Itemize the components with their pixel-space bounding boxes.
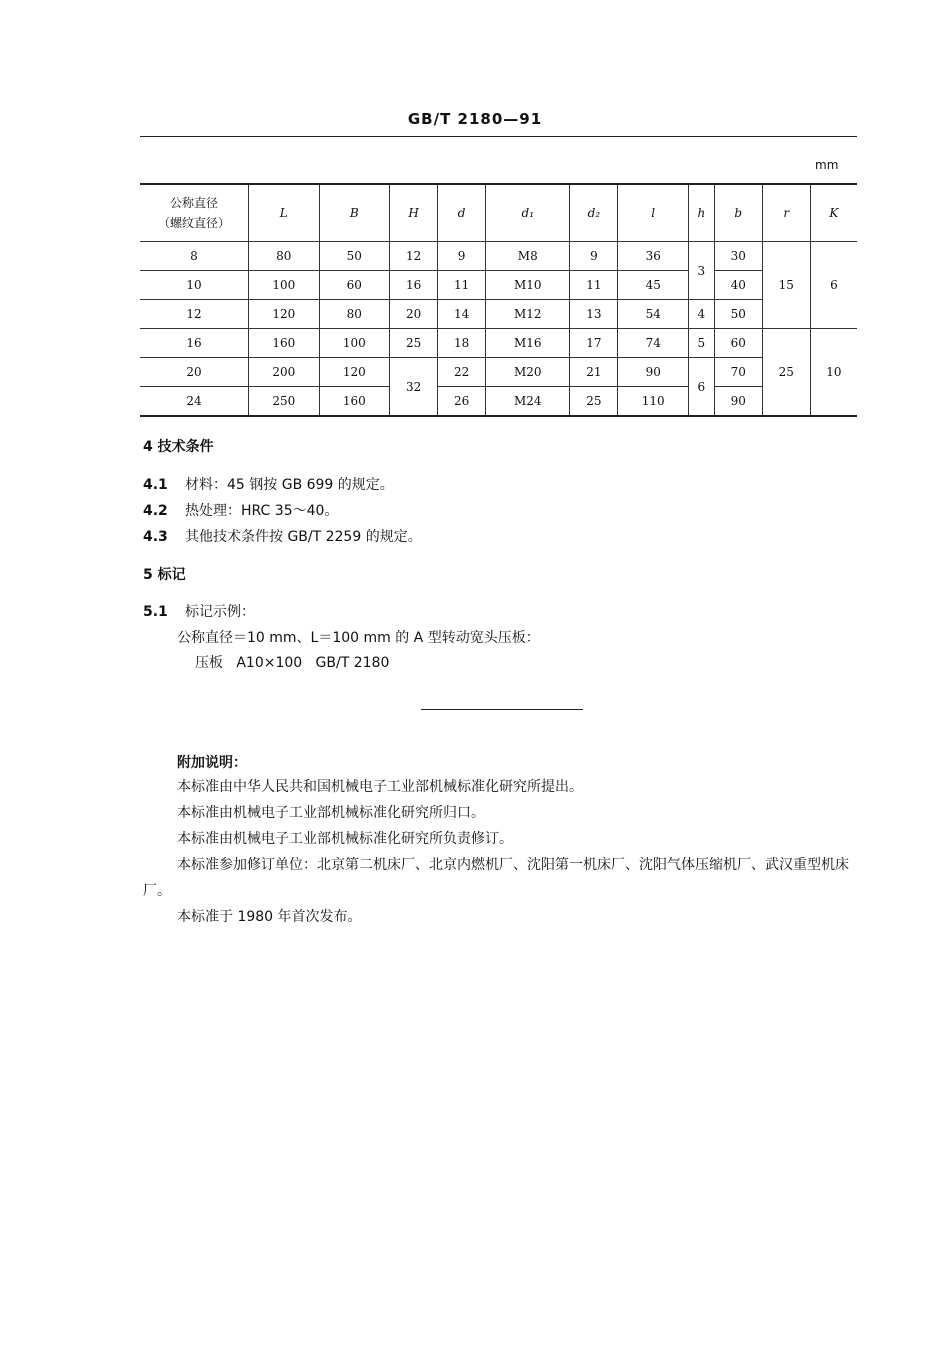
note-line: 本标准由中华人民共和国机械电子工业部机械标准化研究所提出。: [177, 779, 583, 795]
header-r: r: [762, 184, 810, 242]
item-4-2: 4.2 热处理：HRC 35～40。: [143, 503, 339, 519]
unit-label: mm: [815, 158, 839, 172]
notes-title: 附加说明：: [177, 755, 247, 771]
section-4-title: 4 技术条件: [143, 439, 214, 455]
table-header-row: [140, 184, 857, 242]
marking-example: 压板 A10×100 GB/T 2180: [195, 655, 390, 671]
note-line: 本标准由机械电子工业部机械标准化研究所归口。: [177, 805, 485, 821]
table-row: 12 120 80 20 14 M12 13 54 4 50: [140, 300, 857, 329]
dimension-table: [140, 183, 857, 417]
header-d2: d₂: [570, 184, 618, 242]
note-line: 本标准于 1980 年首次发布。: [177, 909, 362, 925]
header-rule: [140, 136, 857, 137]
table-row: 10 100 60 16 11 M10 11 45 40: [140, 271, 857, 300]
section-5-title: 5 标记: [143, 567, 186, 583]
item-4-1: 4.1 材料：45 钢按 GB 699 的规定。: [143, 477, 394, 493]
notes-body: [143, 774, 863, 930]
separator-rule: [421, 709, 583, 710]
note-line: 本标准参加修订单位：北京第二机床厂、北京内燃机厂、沈阳第一机床厂、沈阳气体压缩机厂、武汉重型机床厂。: [143, 857, 849, 899]
header-h: h: [688, 184, 714, 242]
header-K: K: [810, 184, 857, 242]
table-row: 24 250 160 26 M24 25 110 90: [140, 387, 857, 417]
document-code-header: GB/T 2180—91: [407, 110, 543, 128]
header-L: L: [249, 184, 320, 242]
header-B: B: [319, 184, 390, 242]
header-d: d: [438, 184, 486, 242]
header-H: H: [390, 184, 438, 242]
table-row: 20 200 120 32 22 M20 21 90 6 70: [140, 358, 857, 387]
note-line: 本标准由机械电子工业部机械标准化研究所负责修订。: [177, 831, 513, 847]
header-l: l: [618, 184, 689, 242]
table-row: 16 160 100 25 18 M16 17 74 5 60 25 10: [140, 329, 857, 358]
header-d1: d₁: [486, 184, 570, 242]
table-row: 8 80 50 12 9 M8 9 36 3 30 15 6: [140, 242, 857, 271]
header-nominal-diameter: 公称直径 （螺纹直径）: [140, 184, 249, 242]
header-b: b: [714, 184, 762, 242]
marking-example-description: 公称直径＝10 mm、L＝100 mm 的 A 型转动宽头压板：: [177, 630, 540, 646]
item-4-3: 4.3 其他技术条件按 GB/T 2259 的规定。: [143, 529, 422, 545]
item-5-1: 5.1 标记示例：: [143, 604, 255, 620]
